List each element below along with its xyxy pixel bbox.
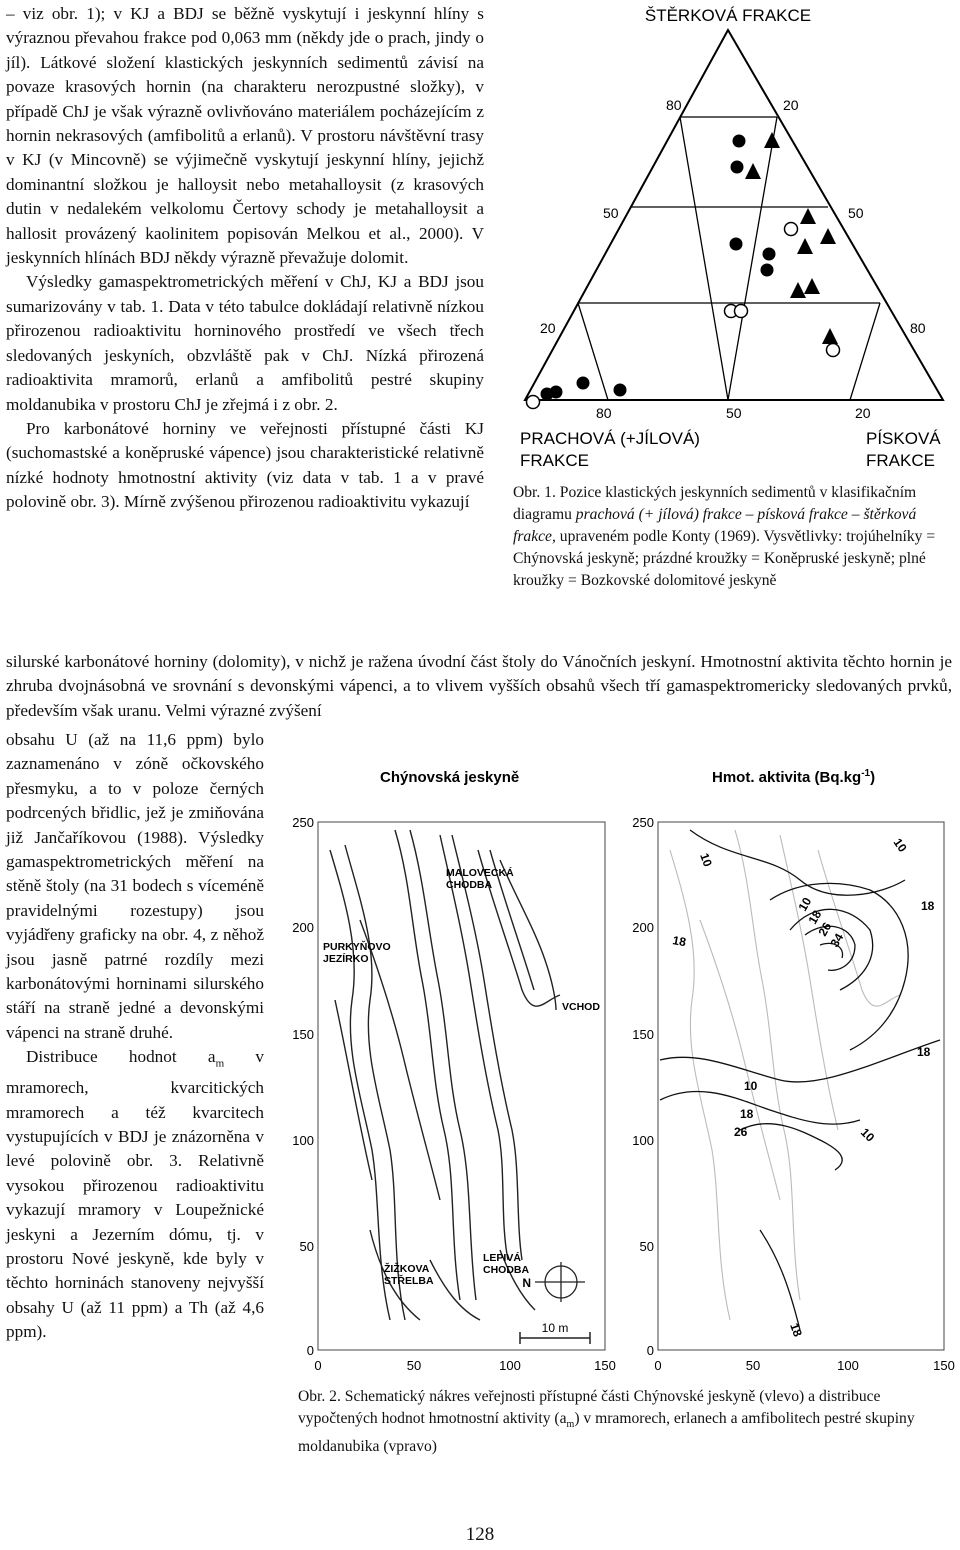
right-y-ticks <box>632 815 654 1358</box>
contour-label: 34 <box>827 930 847 950</box>
activity-title-sup: -1 <box>861 768 871 779</box>
ternary-diagram <box>510 0 960 480</box>
paragraph: silurské karbonátové horniny (dolomity), v nichž je ražena úvodní část štoly do Vánočních jeskyní. Hmotnostní aktivita těchto hornin je zhruba dvojnásobná ve srovnání s devonskými vápenci, a to vlivem vyšších obsahů všech tří gamaspektromericky sledovaných prvků, především však uranu. Velmi výrazné zvýšení <box>6 652 952 720</box>
subscript: m <box>215 1057 225 1070</box>
place-label: PURKYŇOVO <box>323 941 391 953</box>
caption-text: Obr. 2. Schematický nákres veřejnosti přístupné části Chýnovské jeskyně (vlevo) a distribuce vypočtených hodnot hmotnostní aktivity (a <box>298 1388 881 1427</box>
activity-title <box>712 768 875 786</box>
paragraph: Pro karbonátové horniny ve veřejnosti přístupné části KJ (suchomastské a koněpruské vápence) jsou charakteristické relativně nízké hodnoty hmotnostní aktivity (viz data v tab. 1 a v pravé polovině obr. 3). Mírně zvýšenou přirozenou radioaktivitu vykazují <box>6 418 484 512</box>
tick-label: 50 <box>726 405 742 421</box>
tick-label: 20 <box>855 405 871 421</box>
paragraph: – viz obr. 1); v KJ a BDJ se běžně vyskytují i jeskynní hlíny s výraznou převahou frakce pod 0,063 mm (někdy jde o prach, jindy o jíl). Látkové složení klastických jeskynních sedimentů závisí na povaze krasových hornin (na charakteru nerozpustné složky), v případě ChJ je však výrazně ovlivňováno materiálem pocházejícím z hornin nekrasových (amfibolitů a erlanů). V prostoru návštěvní trasy v KJ (v Mincovně) se výjimečně vyskytují jeskynní hlíny, jejichž dominantní složkou je halloysit nebo metahalloysit (z krasových dutin v nedalekém velkolomu Čertovy schody je metahalloysit a hallosit provázený kaolinitem popisován Melkou et al., 2000). V jeskynních hlínách BDJ někdy výrazně převažuje dolomit. <box>6 4 484 268</box>
y-tick-label: 250 <box>292 815 314 830</box>
contour-label: 10 <box>890 835 910 855</box>
contour-label: 10 <box>697 851 715 869</box>
x-tick-label: 150 <box>933 1358 955 1373</box>
y-tick-label: 0 <box>646 1343 654 1358</box>
figure-2-caption <box>298 1386 956 1458</box>
compass-rose <box>535 1262 585 1302</box>
open-circle-markers <box>527 223 840 409</box>
right-axis-label: FRAKCE <box>866 451 935 470</box>
right-axis-label: PÍSKOVÁ <box>866 429 941 448</box>
x-tick-label: 100 <box>837 1358 859 1373</box>
contour-label: 10 <box>744 1079 758 1093</box>
left-y-ticks <box>292 815 314 1358</box>
activity-title-end: ) <box>870 769 876 786</box>
left-axis-label: PRACHOVÁ (+JÍLOVÁ) <box>520 429 700 448</box>
y-tick-label: 100 <box>632 1133 654 1148</box>
contour-label: 10 <box>857 1125 878 1145</box>
x-tick-label: 150 <box>594 1358 616 1373</box>
text-run: Distribuce hodnot a <box>26 1047 216 1067</box>
left-column-text <box>6 2 484 515</box>
cave-map-figure <box>280 760 960 1380</box>
caption-text: Obr. 1. Pozice klastických jeskynních sedimentů v klasifikačním diagramu <box>513 484 917 523</box>
contour-label: 10 <box>795 894 815 914</box>
caption-text: upraveném podle Konty (1969). Vysvětlivky: trojúhelníky = Chýnovská jeskyně; prázdné kroužky = Koněpruské jeskyně; plné kroužky = Bozkovské dolomitové jeskyně <box>513 528 936 589</box>
contour-label: 18 <box>921 899 935 913</box>
cave-passages <box>330 830 560 1320</box>
place-label: VCHOD <box>562 1001 600 1013</box>
place-label: LEPIVÁ <box>483 1252 521 1264</box>
place-label: CHODBA <box>446 879 493 891</box>
place-label: JEZÍRKO <box>323 953 369 965</box>
place-label: STŘELBA <box>384 1275 434 1287</box>
paragraph: Výsledky gamaspektrometrických měření v ChJ, KJ a BDJ jsou sumarizovány v tab. 1. Data v této tabulce dokládají relativně nízkou přirozenou radioaktivitu horninového prostředí ve všech třech sledovaných jeskyních, obzvláště pak v ChJ. Nízká přirozená radioaktivita mramorů, erlanů a amfibolitů pestré skupiny moldanubika v prostoru ChJ je zřejmá i z obr. 2. <box>6 272 484 414</box>
contour-label: 18 <box>805 907 825 927</box>
place-labels <box>323 866 600 1287</box>
tick-label: 80 <box>910 320 926 336</box>
x-tick-label: 50 <box>406 1358 422 1373</box>
y-tick-label: 150 <box>632 1027 654 1042</box>
y-tick-label: 200 <box>632 920 654 935</box>
map-title: Chýnovská jeskyně <box>380 769 520 786</box>
page-number: 128 <box>465 1524 495 1545</box>
activity-title-text: Hmot. aktivita (Bq.kg <box>712 769 862 786</box>
apex-label: ŠTĚRKOVÁ FRAKCE <box>644 6 812 25</box>
y-tick-label: 0 <box>306 1343 314 1358</box>
x-tick-label: 100 <box>499 1358 521 1373</box>
x-tick-label: 0 <box>314 1358 322 1373</box>
narrow-column-text <box>6 728 264 1345</box>
tick-label: 80 <box>596 405 612 421</box>
y-tick-label: 100 <box>292 1133 314 1148</box>
left-axis-label: FRAKCE <box>520 451 589 470</box>
y-tick-label: 250 <box>632 815 654 830</box>
compass-label: N <box>522 1276 531 1290</box>
place-label: ŽIŽKOVA <box>384 1263 430 1275</box>
caption-text: ) v mramorech, erlanech a amfibolitech pestré skupiny moldanubika (vpravo) <box>298 1410 915 1456</box>
contour-label: 26 <box>734 1125 748 1139</box>
contour-label: 18 <box>787 1321 805 1339</box>
right-x-ticks <box>654 1358 954 1373</box>
subscript: m <box>566 1419 575 1431</box>
scale-label: 10 m <box>541 1321 569 1335</box>
triangle-outline <box>525 30 943 400</box>
contour-label: 18 <box>671 933 688 950</box>
tick-label: 50 <box>603 205 619 221</box>
x-tick-label: 50 <box>745 1358 761 1373</box>
full-width-text <box>6 650 952 723</box>
caption-italic: prachová (+ jílová) frakce – písková frakce – štěrková frakce, <box>513 506 917 545</box>
contour-label: 26 <box>815 919 835 939</box>
figure-1-caption <box>513 482 959 592</box>
grid-lines <box>578 117 880 400</box>
y-tick-label: 50 <box>639 1239 654 1254</box>
paragraph <box>6 1045 264 1344</box>
contour-label: 18 <box>740 1107 754 1121</box>
y-tick-label: 50 <box>299 1239 314 1254</box>
place-label: MALOVECKÁ <box>446 867 514 879</box>
y-tick-label: 150 <box>292 1027 314 1042</box>
tick-label: 20 <box>540 320 556 336</box>
text-run: v mramorech, kvarcitických mramorech a též kvarcitech vystupujících v BDJ je znázorněna v levé polovině obr. 3. Relativně vysokou přirozenou radioaktivitu vykazují mramory v Loupežnické jeskyni a Jezerním dómu, tj. v prostoru Nové jeskyně, kde byly v těchto horninách stanoveny nejvyšší obsahy U (až 11 ppm) a Th (až 4,6 ppm). <box>6 1047 265 1342</box>
x-tick-label: 0 <box>654 1358 662 1373</box>
triangle-markers <box>745 132 838 344</box>
filled-circle-markers <box>541 135 776 401</box>
tick-label: 50 <box>848 205 864 221</box>
place-label: CHODBA <box>483 1264 530 1276</box>
y-tick-label: 200 <box>292 920 314 935</box>
cave-outline-faint <box>670 830 900 1320</box>
paragraph: obsahu U (až na 11,6 ppm) bylo zaznamenáno v zóně očkovského přesmyku, a to v poloze černých podrcených břidlic, jež je zmiňována již Jančaříkovou (1988). Výsledky gamaspektrometrických měření na stěně štoly (na 31 bodech s víceméně pravidelnými rozestupy) jsou vyjádřeny graficky na obr. 4, z něhož jsou jasně patrné rozdíly mezi karbonátovými horninami silurského stáří na straně jedné a devonskými vápenci na straně druhé. <box>6 730 264 1042</box>
left-x-ticks <box>314 1358 615 1373</box>
tick-label: 20 <box>783 97 799 113</box>
tick-label: 80 <box>666 97 682 113</box>
contour-label: 18 <box>917 1045 931 1059</box>
